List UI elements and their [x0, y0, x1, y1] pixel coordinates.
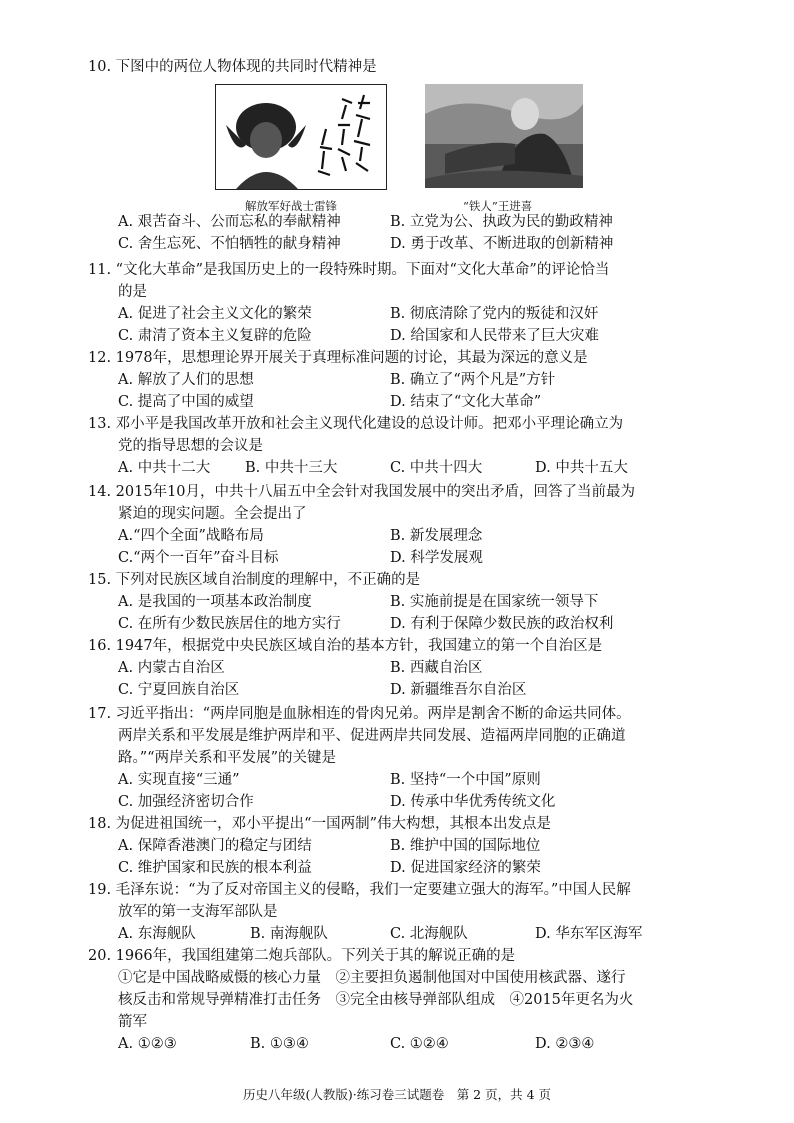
option-d[interactable]: D. 结束了“文化大革命” [390, 394, 542, 410]
q13-stem [88, 413, 623, 435]
option-c[interactable]: C.“两个一百年”奋斗目标 [118, 550, 279, 566]
lei-feng-caption: 解放军好战士雷锋 [245, 199, 337, 213]
option-a[interactable]: A. 艰苦奋斗、公而忘私的奉献精神 [118, 214, 341, 230]
option-b[interactable]: B. 坚持“一个中国”原则 [390, 772, 541, 788]
question-text: 1947年，根据党中央民族区域自治的基本方针，我国建立的第一个自治区是 [115, 638, 603, 654]
option-b[interactable]: B. 南海舰队 [250, 926, 328, 942]
option-d[interactable]: D. ②③④ [535, 1036, 595, 1052]
q18-stem [88, 813, 551, 835]
q12-stem [88, 347, 588, 369]
question-number: 11. [88, 262, 112, 278]
option-d[interactable]: D. 中共十五大 [535, 460, 628, 476]
option-c[interactable]: C. 肃清了资本主义复辟的危险 [118, 328, 312, 344]
question-text: 核反击和常规导弹精准打击任务 ③完全由核导弹部队组成 ④2015年更名为火 [118, 992, 634, 1008]
option-d[interactable]: D. 华东军区海军 [535, 926, 643, 942]
option-a[interactable]: A. 东海舰队 [118, 926, 196, 942]
question-text: 邓小平是我国改革开放和社会主义现代化建设的总设计师。把邓小平理论确立为 [115, 416, 624, 432]
option-b[interactable]: B. 维护中国的国际地位 [390, 838, 541, 854]
question-number: 19. [88, 882, 112, 898]
wang-jinxi-caption: “铁人”王进喜 [463, 199, 533, 213]
question-number: 10. [88, 59, 112, 75]
option-a[interactable]: A. 促进了社会主义文化的繁荣 [118, 306, 312, 322]
option-c[interactable]: C. 舍生忘死、不怕牺牲的献身精神 [118, 236, 341, 252]
question-text: ①它是中国战略威慑的核心力量 ②主要担负遏制他国对中国使用核武器、遂行 [118, 970, 626, 986]
option-d[interactable]: D. 勇于改革、不断进取的创新精神 [390, 236, 614, 252]
question-text: 下列对民族区域自治制度的理解中，不正确的是 [115, 572, 421, 588]
option-b[interactable]: B. 西藏自治区 [390, 660, 483, 676]
q15-stem [88, 569, 420, 591]
question-text: 下图中的两位人物体现的共同时代精神是 [115, 59, 377, 75]
option-c[interactable]: C. 提高了中国的威望 [118, 394, 254, 410]
page-footer: 历史八年级(人教版)·练习卷三试题卷 第 2 页，共 4 页 [242, 1087, 552, 1102]
option-b[interactable]: B. ①③④ [250, 1036, 309, 1052]
option-a[interactable]: A. 解放了人们的思想 [118, 372, 254, 388]
question-number: 15. [88, 572, 112, 588]
question-text: 2015年10月，中共十八届五中全会针对我国发展中的突出矛盾，回答了当前最为 [115, 484, 636, 500]
question-number: 12. [88, 350, 112, 366]
question-text: 为促进祖国统一，邓小平提出“一国两制”伟大构想，其根本出发点是 [115, 816, 551, 832]
question-text: 两岸关系和平发展是维护两岸和平、促进两岸共同发展、造福两岸同胞的正确道 [118, 728, 626, 744]
option-a[interactable]: A. ①②③ [118, 1036, 177, 1052]
option-b[interactable]: B. 新发展理念 [390, 528, 483, 544]
option-a[interactable]: A. 中共十二大 [118, 460, 211, 476]
option-c[interactable]: C. 加强经济密切合作 [118, 794, 254, 810]
question-number: 18. [88, 816, 112, 832]
q16-stem [88, 635, 602, 657]
option-a[interactable]: A. 是我国的一项基本政治制度 [118, 594, 312, 610]
option-b[interactable]: B. 立党为公、执政为民的勤政精神 [390, 214, 613, 230]
option-c[interactable]: C. 在所有少数民族居住的地方实行 [118, 616, 341, 632]
q20-stem [88, 945, 515, 967]
option-c[interactable]: C. ①②④ [390, 1036, 449, 1052]
question-text: 习近平指出：“两岸同胞是血脉相连的骨肉兄弟。两岸是割舍不断的命运共同体。 [115, 706, 631, 722]
question-number: 13. [88, 416, 112, 432]
option-a[interactable]: A. 内蒙古自治区 [118, 660, 225, 676]
wang-jinxi-photo [425, 84, 583, 188]
question-text: 1978年，思想理论界开展关于真理标准问题的讨论，其最为深远的意义是 [115, 350, 588, 366]
option-d[interactable]: D. 给国家和人民带来了巨大灾难 [390, 328, 599, 344]
lei-feng-photo [215, 84, 387, 190]
question-number: 14. [88, 484, 112, 500]
question-text: 放军的第一支海军部队是 [118, 904, 278, 920]
option-c[interactable]: C. 维护国家和民族的根本利益 [118, 860, 312, 876]
question-text: 箭军 [118, 1014, 147, 1030]
question-number: 20. [88, 948, 112, 964]
option-b[interactable]: B. 中共十三大 [245, 460, 338, 476]
option-c[interactable]: C. 中共十四大 [390, 460, 483, 476]
q17-stem [88, 703, 631, 725]
question-text: 1966年，我国组建第二炮兵部队。下列关于其的解说正确的是 [115, 948, 516, 964]
option-a[interactable]: A. 实现直接“三通” [118, 772, 240, 788]
q10-stem [88, 56, 377, 78]
question-number: 16. [88, 638, 112, 654]
q14-stem [88, 481, 635, 503]
q19-stem [88, 879, 631, 901]
option-c[interactable]: C. 宁夏回族自治区 [118, 682, 240, 698]
option-b[interactable]: B. 彻底清除了党内的叛徒和汉奸 [390, 306, 599, 322]
q11-stem [88, 259, 609, 281]
option-a[interactable]: A. 保障香港澳门的稳定与团结 [118, 838, 312, 854]
option-b[interactable]: B. 实施前提是在国家统一领导下 [390, 594, 599, 610]
option-d[interactable]: D. 传承中华优秀传统文化 [390, 794, 556, 810]
option-d[interactable]: D. 促进国家经济的繁荣 [390, 860, 541, 876]
question-text: 的是 [118, 284, 147, 300]
option-b[interactable]: B. 确立了“两个凡是”方针 [390, 372, 556, 388]
option-d[interactable]: D. 新疆维吾尔自治区 [390, 682, 527, 698]
question-text: 党的指导思想的会议是 [118, 438, 263, 454]
option-d[interactable]: D. 有利于保障少数民族的政治权利 [390, 616, 614, 632]
question-text: 路。”“两岸关系和平发展”的关键是 [118, 750, 336, 766]
option-d[interactable]: D. 科学发展观 [390, 550, 483, 566]
option-c[interactable]: C. 北海舰队 [390, 926, 468, 942]
question-number: 17. [88, 706, 112, 722]
option-a[interactable]: A.“四个全面”战略布局 [118, 528, 264, 544]
question-text: 紧迫的现实问题。全会提出了 [118, 506, 307, 522]
question-text: 毛泽东说：“为了反对帝国主义的侵略，我们一定要建立强大的海军。”中国人民解 [115, 882, 631, 898]
question-text: “文化大革命”是我国历史上的一段特殊时期。下面对“文化大革命”的评论恰当 [115, 262, 610, 278]
